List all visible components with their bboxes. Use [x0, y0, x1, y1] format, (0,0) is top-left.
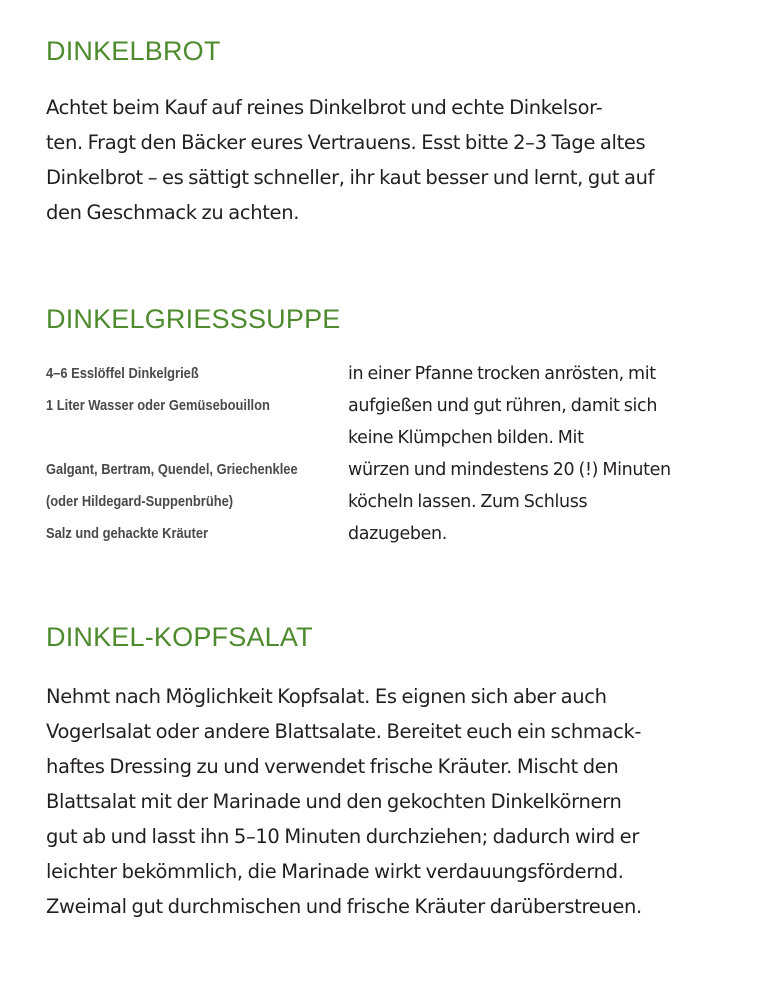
paragraph-dinkelbrot: [46, 90, 726, 230]
section-dinkel-kopfsalat: [46, 620, 726, 924]
heading-dinkelgriesssuppe: DINKELGRIESSSUPPE: [46, 304, 341, 334]
paragraph-line: Blattsalat mit der Marinade und den gekochten Dinkelkörnern: [46, 790, 622, 813]
step-line: würzen und mindestens 20 (!) Minuten: [348, 460, 671, 480]
heading-dinkel-kopfsalat: DINKEL-KOPFSALAT: [46, 622, 313, 652]
step-line: dazugeben.: [348, 524, 448, 544]
paragraph-line: Nehmt nach Möglichkeit Kopfsalat. Es eignen sich aber auch: [46, 685, 607, 708]
paragraph-line: Vogerlsalat oder andere Blattsalate. Bereitet euch ein schmack-: [46, 720, 642, 743]
paragraph-line: Achtet beim Kauf auf reines Dinkelbrot und echte Dinkelsor-: [46, 96, 603, 119]
step-line: in einer Pfanne trocken anrösten, mit: [348, 364, 656, 384]
ingredient-line: Galgant, Bertram, Quendel, Griechenklee: [46, 461, 298, 478]
heading-dinkelbrot: DINKELBROT: [46, 36, 221, 66]
section-dinkelbrot: [46, 34, 726, 230]
paragraph-dinkel-kopfsalat: [46, 679, 726, 924]
paragraph-line: leichter bekömmlich, die Marinade wirkt verdauungsfördernd.: [46, 860, 624, 883]
ingredient-line: Salz und gehackte Kräuter: [46, 525, 209, 542]
section-dinkelgriesssuppe: [46, 302, 726, 550]
paragraph-line: haftes Dressing zu und verwendet frische Kräuter. Mischt den: [46, 755, 619, 778]
paragraph-line: Dinkelbrot – es sättigt schneller, ihr kaut besser und lernt, gut auf: [46, 166, 655, 189]
ingredient-line: 1 Liter Wasser oder Gemüsebouillon: [46, 397, 270, 414]
ingredient-line: (oder Hildegard-Suppenbrühe): [46, 493, 234, 510]
step-line: köcheln lassen. Zum Schluss: [348, 492, 588, 512]
step-line: aufgießen und gut rühren, damit sich: [348, 396, 658, 416]
step-line: keine Klümpchen bilden. Mit: [348, 428, 584, 448]
ingredient-line: 4–6 Esslöffel Dinkelgrieß: [46, 365, 199, 382]
paragraph-line: den Geschmack zu achten.: [46, 201, 300, 224]
paragraph-line: ten. Fragt den Bäcker eures Vertrauens. Esst bitte 2–3 Tage altes: [46, 131, 646, 154]
paragraph-line: Zweimal gut durchmischen und frische Kräuter darüberstreuen.: [46, 895, 642, 918]
recipe-table: [46, 358, 726, 550]
paragraph-line: gut ab und lasst ihn 5–10 Minuten durchziehen; dadurch wird er: [46, 825, 639, 848]
